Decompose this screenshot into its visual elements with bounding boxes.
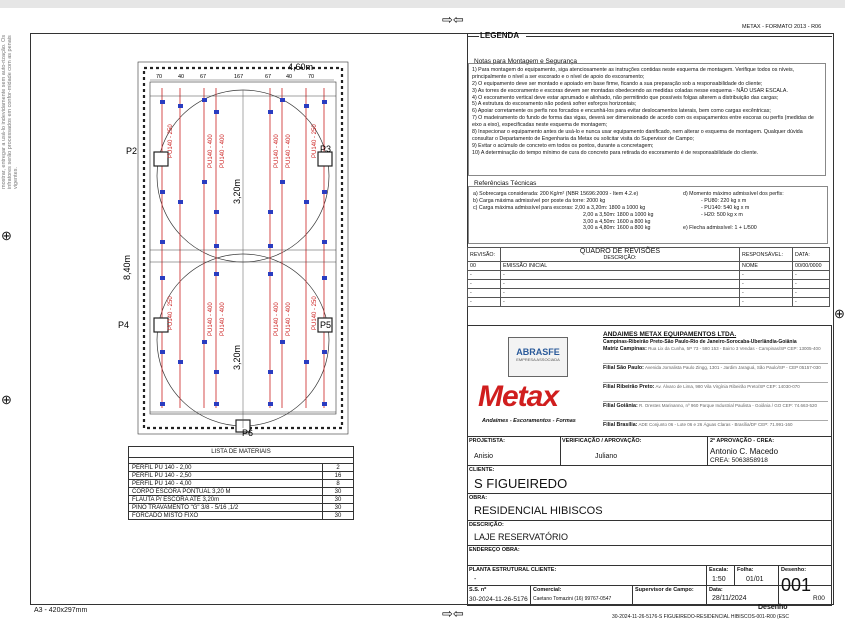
folha-label: Folha: (737, 567, 754, 573)
descricao-label: DESCRIÇÃO: (469, 522, 504, 528)
cliente-label: CLIENTE: (469, 467, 495, 473)
side-note: mostrar, entregar a usá-lo indevidamente sem auto-rização. Os infratores serão processados em confor-midade com as penais vigentes. (1, 34, 19, 189)
materials-table (128, 446, 354, 520)
escala-label: Escala: (709, 567, 729, 573)
comercial-label: Comercial: (533, 587, 562, 593)
top-dim-1: 70 (156, 74, 163, 80)
post-p5: P5 (320, 320, 332, 330)
beam-label-f: PU140 - 250 (312, 124, 318, 158)
table-row: PERFIL PU 140 - 2,50 16 (129, 472, 354, 480)
beam-label-i: PU140 - 400 (220, 302, 226, 336)
table-row: 00 EMISSÃO INICIAL NOME 00/00/0000 (468, 262, 830, 271)
cliente: S FIGUEIREDO (474, 476, 568, 491)
revision-code: R00 (813, 595, 825, 602)
folha: 01/01 (746, 576, 764, 583)
post-p3: P3 (320, 144, 332, 154)
aprov2-label: 2ª APROVAÇÃO - CREA: (710, 438, 775, 444)
table-row: - - - - (468, 289, 830, 298)
center-mark-left-2: ⊕ (1, 392, 12, 407)
shoring-plan (120, 40, 360, 440)
descricao: LAJE RESERVATÓRIO (474, 532, 569, 542)
verificacao: Juliano (595, 453, 618, 460)
table-row: - - - - (468, 271, 830, 280)
circle-label-bottom: 3,20m (232, 344, 242, 370)
comercial: Caetano Tomazini (16) 99767-0547 (533, 596, 612, 602)
obra: RESIDENCIAL HIBISCOS (474, 505, 603, 517)
note-2: 2) O equipamento deve ser montado e apoiado em base firme, ficando a sua preparação sob a responsabilidade do cliente; (472, 80, 763, 87)
sheet-size: A3 - 420x297mm (34, 607, 88, 614)
materials-title: LISTA DE MATERIAIS (129, 447, 354, 458)
beam-label-g: PU140 - 250 (168, 296, 174, 330)
note-3: 3) As torres de escoramento e escoras devem ser montadas obedecendo as medidas coladas nesse esquema - NÃO USAR ESCALA. (472, 87, 788, 94)
beam-label-e: PU140 - 400 (286, 134, 292, 168)
height-label: 8,40m (122, 254, 132, 280)
beam-label-k: PU140 - 400 (286, 302, 292, 336)
note-8: 8) Inspecionar o equipamento antes de usá-lo e nunca usar equipamento danificado, nem alterar o esquema de montagem. Qualquer dúvida consultar o Departamento de Engenharia da Metax ou solicitar visita do Supervisor de Campo; (472, 128, 803, 142)
note-9: 9) Evitar o acúmulo de concreto em todos os pontos, durante a concretagem; (472, 142, 654, 149)
refs-box (468, 186, 828, 244)
top-dim-6: 40 (286, 74, 293, 80)
beam-label-h: PU140 - 400 (208, 302, 214, 336)
notes-box (468, 63, 826, 176)
ss-label: S.S. nº (469, 587, 487, 593)
ss-number: 30-2024-11-26-5176 (469, 596, 528, 603)
company-cities: Campinas-Ribeirão Preto-São Paulo-Rio de Janeiro-Sorocaba-Uberlândia-Goiânia (603, 339, 797, 345)
center-mark-bottom: ⇨⇦ (442, 606, 464, 621)
refs-left: a) Sobrecarga considerada: 200 Kg/m² (NBR 15696:2009 - Item 4.2.e) b) Carga máxima admissível por poste da torre: 2000 kg c) Carga máxima admissível para escoras: 2,00 a 3,20m: 1800 a 1000 kg 2,00 a 3,50m: 1800 a 1000 kg 3,00 a 4,50m: 1600 a 800 kg 3,00 a 4,80m: 1600 a 800 kg (473, 191, 654, 232)
endereco-label: ENDEREÇO OBRA: (469, 547, 520, 553)
beam-label-a: PU140 - 250 (168, 124, 174, 158)
abrasfe-logo: ABRASFE EMPRESA ASSOCIADA (508, 337, 568, 377)
metax-logo: Metax (478, 380, 559, 413)
revisions-title: QUADRO DE REVISÕES (579, 248, 661, 255)
notes-title: Notas para Montagem e Segurança (474, 58, 577, 65)
center-mark-right: ⊕ (834, 306, 845, 321)
branch-item: Matriz Campinas: Rua Lix da Cunha, 5P 73 - 580 153 - Bairro 3 Vendas - Campinas/SP CEP: 13005-400 (603, 346, 828, 364)
circle-label-top: 3,20m (232, 178, 242, 204)
top-dim-7: 70 (308, 74, 315, 80)
aprov2-name: Antonio C. Macedo (710, 447, 779, 456)
planta: - (474, 576, 477, 583)
desenho-number: 001 (781, 575, 812, 595)
table-row: - - - - (468, 298, 830, 307)
center-mark-top: ⇨⇦ (442, 12, 464, 27)
note-1: 1) Para montagem do equipamento, siga atenciosamente as instruções contidas neste esquema de montagem. Verifique todos os níveis, principalmente o nível a ser escorado e o nível de apoio do escoramento; (472, 67, 795, 80)
post-p4: P4 (118, 320, 130, 330)
note-10: 10) A determinação do tempo mínimo de cura do concreto para retirada do escoramento é de responsabilidade do cliente. (472, 149, 759, 156)
data-label: Data: (709, 587, 723, 593)
beam-label-b: PU140 - 400 (208, 134, 214, 168)
note-6: 6) Apoiar corretamente os perfis nos forcados e encunhá-los para evitar deslocamentos laterais, bem como cargas excêntricas; (472, 108, 771, 115)
desenho-footer: Desenho (758, 604, 788, 611)
table-row: FLAUTA P/ ESCORA ATÉ 3,20m 30 (129, 496, 354, 504)
beam-label-c: PU140 - 400 (220, 134, 226, 168)
width-label: 4,60m (288, 62, 314, 72)
top-dim-4: 167 (234, 74, 244, 80)
table-row: PERFIL PU 140 - 4,00 8 (129, 480, 354, 488)
table-row: PERFIL PU 140 - 2,00 2 (129, 464, 354, 472)
beam-label-d: PU140 - 400 (274, 134, 280, 168)
post-p2: P2 (126, 146, 138, 156)
branch-item: Filial Goiânia: R. Orestes Marinanno, nº 960 Parque Industrial Paulista - Goiânia / GO CEP: 74.663-520 (603, 403, 828, 421)
branch-item: Filial Brasília: ADE Conjunto 06 - Lote 06 e 26 Águas Claras - Brasília/DF CEP: 71.991-160 (603, 422, 793, 428)
revisions-table: REVISÃO: QUADRO DE REVISÕES DESCRIÇÃO: RESPONSÁVEL: DATA: 00 EMISSÃO INICIAL NOME 00/00/0000 - - - - - - - - - - - - - - - - (467, 247, 830, 307)
planta-label: PLANTA ESTRUTURAL CLIENTE: (469, 567, 557, 573)
refs-title: Referências Técnicas (474, 180, 537, 187)
table-row: PINO TRAVAMENTO "G" 3/8 - 5/16 ,1/2 30 (129, 504, 354, 512)
legend-title: LEGENDA (480, 31, 520, 40)
note-7: 7) O madeiramento do fundo de forma das vigas, deverá ser dimensionado de acordo com os espaçamentos entre escoras ou perfis (medidas de eixo a eixo), especificadas neste esquema de montagem; (472, 115, 814, 128)
desenho-label: Desenho: (781, 567, 807, 573)
aprov2-crea: CREA: 5063858918 (710, 457, 768, 464)
data: 28/11/2024 (712, 595, 747, 602)
tagline: Andaimes - Escoramentos - Formas (482, 418, 576, 424)
refs-right: d) Momento máximo admissível dos perfis: - PU80: 220 kg x m - PU140: 540 kg x m - H20: 500 kg x m e) Flecha admissível: 1 + L/500 (683, 191, 784, 231)
table-row: FORCADO MISTO FIXO 30 (129, 512, 354, 520)
post-p6: P6 (242, 428, 254, 438)
top-dim-2: 40 (178, 74, 185, 80)
legend-rule-a (467, 36, 479, 37)
verificacao-label: VERIFICAÇÃO / APROVAÇÃO: (562, 438, 642, 444)
table-row: - - - - (468, 280, 830, 289)
supervisor-label: Supervisor de Campo: (635, 587, 694, 593)
company-name: ANDAIMES METAX EQUIPAMENTOS LTDA. (603, 331, 737, 338)
top-dim-5: 67 (265, 74, 272, 80)
format-label: METAX - FORMATO 2013 - R06 (742, 24, 822, 30)
legend-rule-b (526, 36, 832, 37)
projetista-label: PROJETISTA: (469, 438, 505, 444)
beam-label-l: PU140 - 250 (312, 296, 318, 330)
obra-label: OBRA: (469, 495, 488, 501)
note-5: 5) A estrutura do escoramento não poderá sofrer esforços horizontais; (472, 101, 637, 108)
center-mark-left-1: ⊕ (1, 228, 12, 243)
top-strip (0, 0, 845, 8)
top-dim-3: 67 (200, 74, 207, 80)
beam-label-j: PU140 - 400 (274, 302, 280, 336)
projetista: Anisio (474, 453, 494, 460)
note-4: 4) O escoramento vertical deve estar aprumado e alinhado, não permitindo que possíveis folgas alterem a distribuição das cargas; (472, 94, 779, 101)
table-row: CORPO ESCORA PONTUAL 3,20 M 30 (129, 488, 354, 496)
escala: 1:50 (712, 576, 726, 583)
branches (603, 346, 828, 436)
file-name: 30-2024-11-26-5176-S FIGUEIREDO-RESIDENCIAL HIBISCOS-001-R00 (ESC (612, 614, 790, 620)
branch-item: Filial Ribeirão Preto: Av. Álvaro de Lima, 980 Vila Virgínia Ribeirão Preto/SP CEP: 14030-070 (603, 384, 828, 402)
branch-item: Filial São Paulo: Avenida Jornalista Paulo Zingg, 1301 - Jardim Jaraguá, São Paulo/SP - CEP 05157-030 (603, 365, 828, 383)
